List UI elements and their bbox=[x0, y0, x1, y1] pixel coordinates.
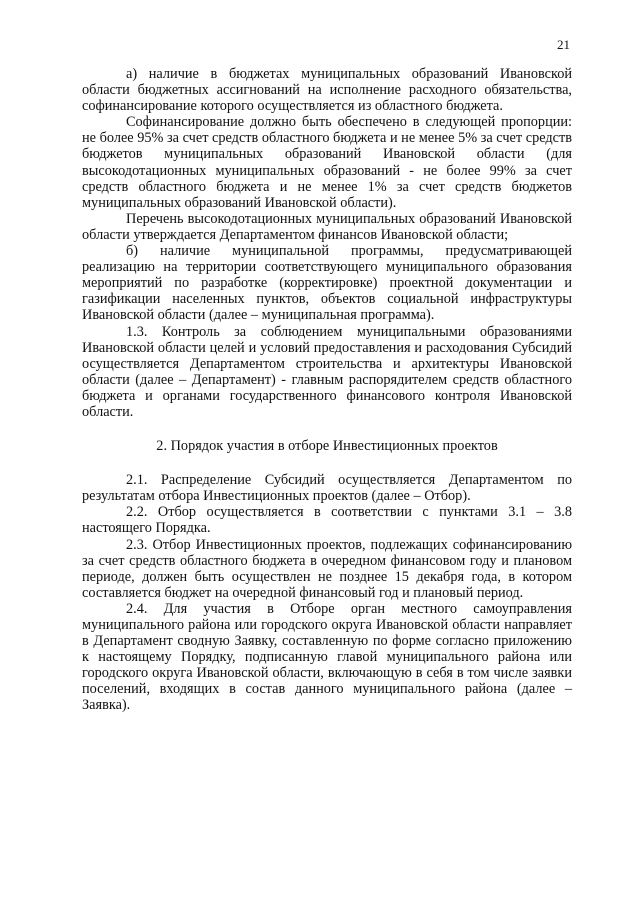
document-body bbox=[82, 66, 572, 714]
paragraph-cofinancing-proportion: Софинансирование должно быть обеспечено в следующей пропорции: не более 95% за счет средств областного бюджета и не менее 5% за счет средств бюджетов муниципальных образований Ивановской области (для высокодотационных муниципальных образований - не более 99% за счет средств областного бюджета и не менее 1% за счет средств бюджетов муниципальных образований Ивановской области). bbox=[82, 114, 572, 211]
paragraph-b-municipal-program: б) наличие муниципальной программы, предусматривающей реализацию на территории соответствующего муниципального образования мероприятий по разработке (корректировке) проектной документации и газификации населенных пунктов, объектов социальной инфраструктуры Ивановской области (далее – муниципальная программа). bbox=[82, 243, 572, 324]
paragraph-2-1: 2.1. Распределение Субсидий осуществляется Департаментом по результатам отбора Инвестиционных проектов (далее – Отбор). bbox=[82, 472, 572, 505]
paragraph-high-subsidy-list: Перечень высокодотационных муниципальных образований Ивановской области утверждается Департаментом финансов Ивановской области; bbox=[82, 210, 572, 243]
paragraph-2-4: 2.4. Для участия в Отборе орган местного самоуправления муниципального района или городского округа Ивановской области направляет в Департамент сводную Заявку, составленную по форме согласно приложению к настоящему Порядку, подписанную главой муниципального района или городского округа Ивановской области, включающую в себя в том числе заявки поселений, входящих в состав данного муниципального района (далее – Заявка). bbox=[82, 600, 572, 714]
page-number: 21 bbox=[557, 37, 570, 52]
paragraph-1-3-control: 1.3. Контроль за соблюдением муниципальными образованиями Ивановской области целей и условий предоставления и расходования Субсидий осуществляется Департаментом строительства и архитектуры Ивановской области (далее – Департамент) - главным распорядителем средств областного бюджета и органами государственного финансового контроля Ивановской области. bbox=[82, 323, 572, 420]
paragraph-2-3: 2.3. Отбор Инвестиционных проектов, подлежащих софинансированию за счет средств областного бюджета в очередном финансовом году и плановом периоде, должен быть осуществлен не позднее 15 декабря года, в котором составляется бюджет на очередной финансовый год и плановый период. bbox=[82, 536, 572, 601]
paragraph-a-budget-allocations: а) наличие в бюджетах муниципальных образований Ивановской области бюджетных ассигнований на исполнение расходного обязательства, софинансирование которого осуществляется из областного бюджета. bbox=[82, 66, 572, 115]
section-heading: 2. Порядок участия в отборе Инвестиционных проектов bbox=[156, 438, 498, 455]
paragraph-2-2: 2.2. Отбор осуществляется в соответствии с пунктами 3.1 – 3.8 настоящего Порядка. bbox=[82, 504, 572, 537]
